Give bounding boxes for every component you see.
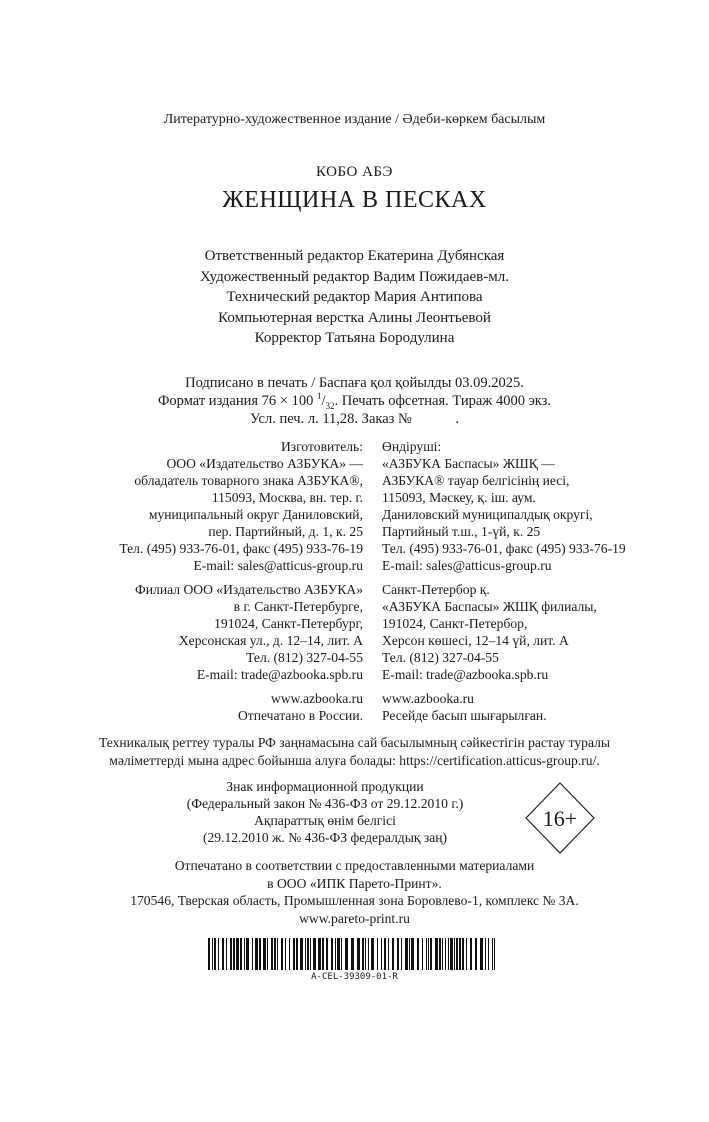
barcode-bar (345, 938, 348, 970)
text-line: Санкт-Петербор қ. (382, 582, 490, 597)
text-line: Херсон көшесі, 12–14 үй, лит. А (382, 633, 569, 648)
barcode-bar (218, 938, 219, 970)
barcode-bar (259, 938, 261, 970)
text-line: АЗБУКА® тауар белгісінің иесі, (382, 473, 570, 488)
barcode-bar (448, 938, 449, 970)
barcode-bar (307, 938, 309, 970)
text-line: Тел. (812) 327-04-55 (246, 650, 363, 665)
barcode-bar (313, 938, 316, 970)
barcode-bar (411, 938, 414, 970)
barcode-bar (480, 938, 483, 970)
barcode-bar (246, 938, 249, 970)
barcode (208, 938, 498, 970)
format-line: Формат издания 76 × 100 $^1/_{32}$. Печать офсетная. Тираж 4000 экз. (157, 391, 552, 411)
credit-line: Технический редактор Мария Антипова (226, 289, 483, 305)
text-line: в г. Санкт-Петербурге, (233, 599, 363, 614)
text-line: Өндіруші: (382, 439, 442, 454)
barcode-bar (214, 938, 216, 970)
barcode-bar (401, 938, 402, 970)
tech-regulation (0, 734, 709, 770)
text-line: Филиал ООО «Издательство АЗБУКА» (135, 582, 363, 597)
signed-date: Подписано в печать / Баспаға қол қойылды 03.09.2025. (185, 375, 524, 391)
barcode-bar (368, 938, 369, 970)
text-line: E-mail: sales@atticus-group.ru (193, 558, 363, 573)
barcode-bar (255, 938, 258, 970)
text-line: (Федеральный закон № 436-ФЗ от 29.12.2010 г.) (186, 796, 464, 811)
barcode-bar (428, 938, 429, 970)
text-line: ООО «Издательство АЗБУКА» — (166, 456, 363, 471)
website: www.azbooka.ru (271, 691, 363, 706)
barcode-bar (439, 938, 441, 970)
text-line: Ресейде басып шығарылған. (382, 708, 547, 723)
text-line: Тел. (495) 933-76-01, факс (495) 933-76-19 (382, 541, 626, 556)
barcode-bar (435, 938, 438, 970)
barcode-bar (430, 938, 432, 970)
barcode-bar (405, 938, 408, 970)
barcode-bar (226, 938, 227, 970)
barcode-bar (274, 938, 276, 970)
barcode-bar (409, 938, 410, 970)
age-rating: 16+ (542, 806, 578, 831)
text-line: Партийный т.ш., 1-үй, к. 25 (382, 524, 541, 539)
manufacturer-kz (382, 438, 626, 724)
barcode-bar (384, 938, 386, 970)
text-line: 191024, Санкт-Петербург, (214, 616, 363, 631)
text-line: Изготовитель: (280, 439, 363, 454)
barcode-bar (222, 938, 224, 970)
barcode-bar (322, 938, 324, 970)
website: www.pareto-print.ru (299, 910, 410, 926)
barcode-bar (318, 938, 321, 970)
barcode-bar (271, 938, 273, 970)
barcode-bar (357, 938, 360, 970)
barcode-bar (485, 938, 486, 970)
barcode-bar (236, 938, 239, 970)
barcode-bar (296, 938, 298, 970)
info-sign (160, 778, 490, 846)
text-line: Тел. (495) 933-76-01, факс (495) 933-76-19 (119, 541, 363, 556)
text-line: Техникалық реттеу туралы РФ заңнамасына сай басылымның сәйкестігін растау туралы (98, 735, 611, 750)
barcode-bar (459, 938, 461, 970)
barcode-bar (285, 938, 286, 970)
barcode-bar (305, 938, 306, 970)
barcode-bar (337, 938, 340, 970)
barcode-bar (492, 938, 493, 970)
barcode-bar (365, 938, 366, 970)
barcode-bar (445, 938, 446, 970)
text-line: муниципальный округ Даниловский, (148, 507, 363, 522)
barcode-bar (341, 938, 342, 970)
credit-line: Художественный редактор Вадим Пожидаев-мл. (200, 268, 509, 285)
barcode-bar (277, 938, 278, 970)
barcode-bar (233, 938, 235, 970)
barcode-bar (351, 938, 354, 970)
text-line: «АЗБУКА Баспасы» ЖШҚ филиалы, (382, 599, 597, 614)
barcode-bar (397, 938, 399, 970)
printer-info (0, 857, 709, 927)
barcode-bar (263, 938, 266, 970)
barcode-bar (381, 938, 382, 970)
text-line: Отпечатано в России. (237, 708, 363, 723)
barcode-bar (300, 938, 303, 970)
book-title: ЖЕНЩИНА В ПЕСКАХ (222, 187, 487, 213)
barcode-bar (475, 938, 477, 970)
barcode-bar (252, 938, 253, 970)
barcode-bar (208, 938, 210, 970)
barcode-bar (488, 938, 489, 970)
text-line: 115093, Мәскеу, қ. іш. аум. (382, 490, 536, 505)
credits (0, 246, 709, 349)
barcode-bar (392, 938, 394, 970)
barcode-bar (293, 938, 295, 970)
credit-line: Компьютерная верстка Алины Леонтьевой (218, 309, 491, 326)
barcode-bar (326, 938, 328, 970)
barcode-bar (240, 938, 242, 970)
text-line: Отпечатано в соответствии с предоставленными материалами (174, 858, 535, 873)
barcode-bar (417, 938, 419, 970)
sheets-order: Усл. печ. л. 11,28. Заказ № . (250, 411, 459, 427)
text-line: (29.12.2010 ж. № 436-ФЗ федералдық заң) (202, 830, 448, 845)
text-line: E-mail: trade@azbooka.spb.ru (382, 667, 549, 682)
barcode-bar (470, 938, 472, 970)
text-line: E-mail: sales@atticus-group.ru (382, 558, 552, 573)
text-line: 170546, Тверская область, Промышленная зона Боровлево-1, комплекс № 3А. (130, 893, 579, 908)
barcode-text: A-CEL-39309-01-R (311, 972, 398, 982)
format-suffix: . Печать офсетная. Тираж 4000 экз. (334, 393, 552, 409)
text-line: пер. Партийный, д. 1, к. 25 (208, 524, 363, 539)
barcode-bar (442, 938, 443, 970)
author: КОБО АБЭ (316, 164, 393, 180)
format-prefix: Формат издания 76 × 100 (157, 393, 317, 409)
text-line: «АЗБУКА Баспасы» ЖШҚ — (382, 456, 555, 471)
credit-line: Корректор Татьяна Бородулина (254, 330, 455, 346)
barcode-bar (377, 938, 378, 970)
text-line: Даниловский муниципалдық округі, (382, 507, 593, 522)
edition-type: Литературно-художественное издание / Әдеби-көркем басылым (163, 112, 546, 127)
barcode-bar (212, 938, 213, 970)
manufacturer-ru (119, 438, 363, 724)
barcode-bar (310, 938, 311, 970)
print-info (0, 374, 709, 428)
barcode-bar (331, 938, 333, 970)
format-den: 32 (325, 400, 335, 411)
website: www.azbooka.ru (382, 691, 474, 706)
barcode-bar (426, 938, 427, 970)
age-rating-badge (525, 782, 595, 854)
text-line: Знак информационной продукции (226, 779, 424, 794)
barcode-bar (289, 938, 290, 970)
barcode-bar (281, 938, 283, 970)
text-line: Тел. (812) 327-04-55 (382, 650, 499, 665)
text-line: 191024, Санкт-Петербор, (382, 616, 528, 631)
barcode-bar (335, 938, 336, 970)
barcode-bar (267, 938, 268, 970)
text-line: мәліметтерді мына адрес бойынша алуға болады: https://certification.atticus-group.ru/. (109, 753, 600, 768)
text-line: в ООО «ИПК Парето-Принт». (267, 875, 442, 891)
credit-line: Ответственный редактор Екатерина Дубянская (204, 248, 505, 264)
text-line: E-mail: trade@azbooka.spb.ru (196, 667, 363, 682)
format-num: 1 (316, 391, 322, 402)
barcode-bar (371, 938, 374, 970)
text-line: Ақпараттық өнім белгісі (254, 813, 396, 828)
text-line: обладатель товарного знака АЗБУКА®, (134, 473, 363, 488)
barcode-bar (244, 938, 245, 970)
text-line: Херсонская ул., д. 12–14, лит. А (178, 633, 363, 648)
barcode-bar (388, 938, 389, 970)
barcode-bar (456, 938, 458, 970)
barcode-bar (466, 938, 467, 970)
barcode-bar (454, 938, 455, 970)
barcode-bar (230, 938, 232, 970)
barcode-bar (422, 938, 423, 970)
barcode-bar (362, 938, 364, 970)
text-line: 115093, Москва, вн. тер. г. (211, 490, 363, 505)
barcode-bar (494, 938, 495, 970)
barcode-bar (462, 938, 464, 970)
barcode-bar (450, 938, 453, 970)
